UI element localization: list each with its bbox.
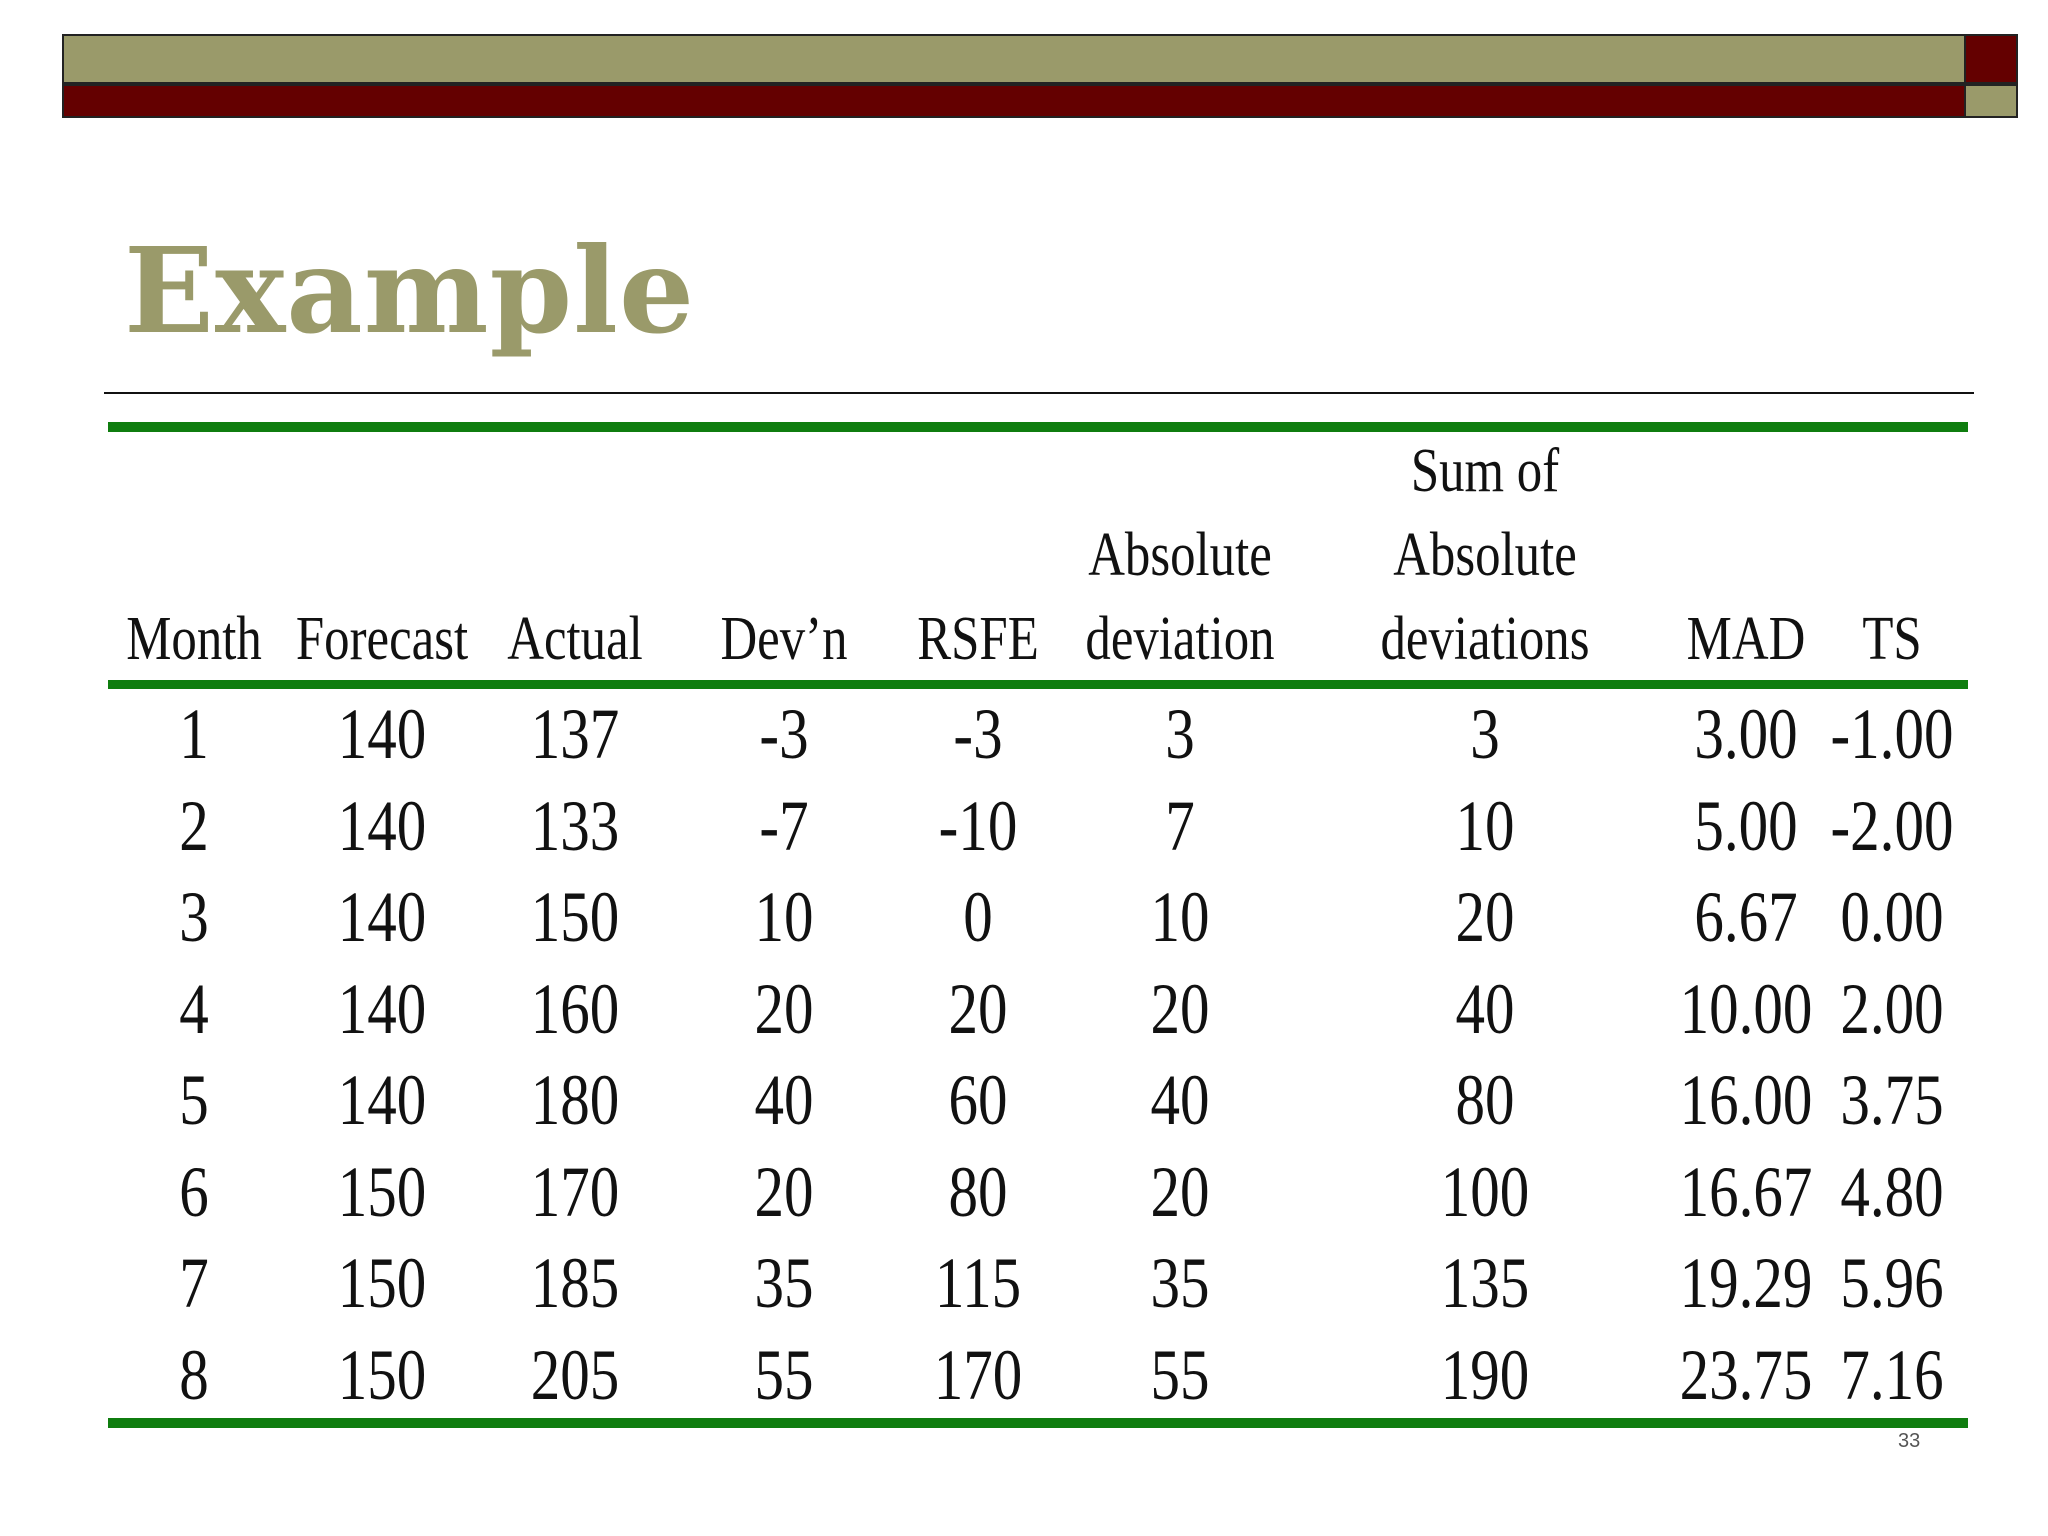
table-cell: 10.00 bbox=[1679, 968, 1813, 1049]
table-cell: 150 bbox=[337, 1151, 427, 1232]
table-cell: 3 bbox=[1165, 694, 1195, 774]
table-cell: 7 bbox=[1165, 785, 1195, 866]
table-cell: 1 bbox=[179, 694, 209, 774]
table-cell: 60 bbox=[948, 1060, 1008, 1140]
table-cell: 3 bbox=[1470, 694, 1500, 774]
table-cell: -3 bbox=[759, 694, 809, 774]
table-cell: 16.00 bbox=[1679, 1060, 1813, 1140]
column-header-line: RSFE bbox=[917, 605, 1039, 673]
table-cell: 20 bbox=[948, 968, 1008, 1049]
table-cell: 2.00 bbox=[1840, 968, 1944, 1049]
slide-title: Example bbox=[124, 221, 696, 360]
header-square-maroon bbox=[1964, 34, 2018, 84]
table-header-rule bbox=[108, 680, 1968, 689]
table-cell: 205 bbox=[530, 1334, 620, 1415]
table-cell: 6.67 bbox=[1694, 877, 1798, 957]
table-cell: 150 bbox=[337, 1243, 427, 1323]
page-number: 33 bbox=[1898, 1430, 1921, 1452]
table-cell: 20 bbox=[754, 968, 814, 1049]
table-cell: 5 bbox=[179, 1060, 209, 1140]
table-cell: 7.16 bbox=[1840, 1334, 1944, 1415]
table-cell: 180 bbox=[530, 1060, 620, 1140]
table-cell: -10 bbox=[938, 785, 1018, 866]
table-cell: 20 bbox=[1150, 968, 1210, 1049]
column-header-line: Absolute bbox=[1088, 521, 1272, 589]
table-cell: 20 bbox=[754, 1151, 814, 1232]
table-cell: 140 bbox=[337, 1060, 427, 1140]
table-cell: 7 bbox=[179, 1243, 209, 1323]
column-header-line: MAD bbox=[1686, 605, 1806, 673]
table-cell: 140 bbox=[337, 694, 427, 774]
table-cell: -2.00 bbox=[1830, 785, 1954, 866]
table-cell: 3.75 bbox=[1840, 1060, 1944, 1140]
table-cell: -3 bbox=[953, 694, 1003, 774]
table-cell: 170 bbox=[933, 1334, 1023, 1415]
table-cell: 150 bbox=[530, 877, 620, 957]
header-square-olive bbox=[1964, 84, 2018, 118]
column-header-line: Month bbox=[126, 605, 262, 673]
table-cell: 185 bbox=[530, 1243, 620, 1323]
column-header-line: deviations bbox=[1380, 605, 1590, 673]
table-cell: 140 bbox=[337, 785, 427, 866]
column-header-line: Actual bbox=[507, 605, 643, 673]
table-cell: 4 bbox=[179, 968, 209, 1049]
table-cell: 10 bbox=[754, 877, 814, 957]
table-cell: -1.00 bbox=[1830, 694, 1954, 774]
table-cell: 133 bbox=[530, 785, 620, 866]
table-bottom-rule bbox=[108, 1418, 1968, 1428]
column-header-line: Absolute bbox=[1393, 521, 1577, 589]
column-header-line: TS bbox=[1862, 605, 1922, 673]
table-cell: 55 bbox=[1150, 1334, 1210, 1415]
table-cell: 40 bbox=[1150, 1060, 1210, 1140]
table-cell: -7 bbox=[759, 785, 809, 866]
table-cell: 80 bbox=[948, 1151, 1008, 1232]
table-cell: 140 bbox=[337, 877, 427, 957]
table-cell: 3 bbox=[179, 877, 209, 957]
column-header-line: Dev’n bbox=[720, 605, 848, 673]
table-cell: 40 bbox=[1455, 968, 1515, 1049]
title-divider bbox=[104, 392, 1974, 394]
table-cell: 10 bbox=[1455, 785, 1515, 866]
table-cell: 5.00 bbox=[1694, 785, 1798, 866]
table-cell: 20 bbox=[1150, 1151, 1210, 1232]
table-cell: 100 bbox=[1440, 1151, 1530, 1232]
table-cell: 115 bbox=[934, 1243, 1022, 1323]
table-cell: 40 bbox=[754, 1060, 814, 1140]
column-header-line: deviation bbox=[1085, 605, 1275, 673]
table-cell: 2 bbox=[179, 785, 209, 866]
table-cell: 35 bbox=[754, 1243, 814, 1323]
table-cell: 190 bbox=[1440, 1334, 1530, 1415]
table-cell: 8 bbox=[179, 1334, 209, 1415]
table-cell: 160 bbox=[530, 968, 620, 1049]
table-cell: 6 bbox=[179, 1151, 209, 1232]
table-cell: 10 bbox=[1150, 877, 1210, 957]
table-cell: 0 bbox=[963, 877, 993, 957]
table-cell: 23.75 bbox=[1679, 1334, 1813, 1415]
header-band-maroon bbox=[62, 84, 1966, 118]
column-header-line: Sum of bbox=[1410, 437, 1560, 505]
table-cell: 170 bbox=[530, 1151, 620, 1232]
table-cell: 80 bbox=[1455, 1060, 1515, 1140]
table-cell: 135 bbox=[1440, 1243, 1530, 1323]
table-cell: 55 bbox=[754, 1334, 814, 1415]
table-cell: 150 bbox=[337, 1334, 427, 1415]
table-cell: 20 bbox=[1455, 877, 1515, 957]
column-header-line: Forecast bbox=[295, 605, 469, 673]
table-cell: 137 bbox=[530, 694, 620, 774]
table-cell: 140 bbox=[337, 968, 427, 1049]
table-top-rule bbox=[108, 422, 1968, 432]
table-cell: 35 bbox=[1150, 1243, 1210, 1323]
table-cell: 3.00 bbox=[1694, 694, 1798, 774]
table-cell: 16.67 bbox=[1679, 1151, 1813, 1232]
table-cell: 4.80 bbox=[1840, 1151, 1944, 1232]
table-cell: 19.29 bbox=[1679, 1243, 1813, 1323]
table-cell: 0.00 bbox=[1840, 877, 1944, 957]
table-cell: 5.96 bbox=[1840, 1243, 1944, 1323]
header-band-olive bbox=[62, 34, 1966, 84]
